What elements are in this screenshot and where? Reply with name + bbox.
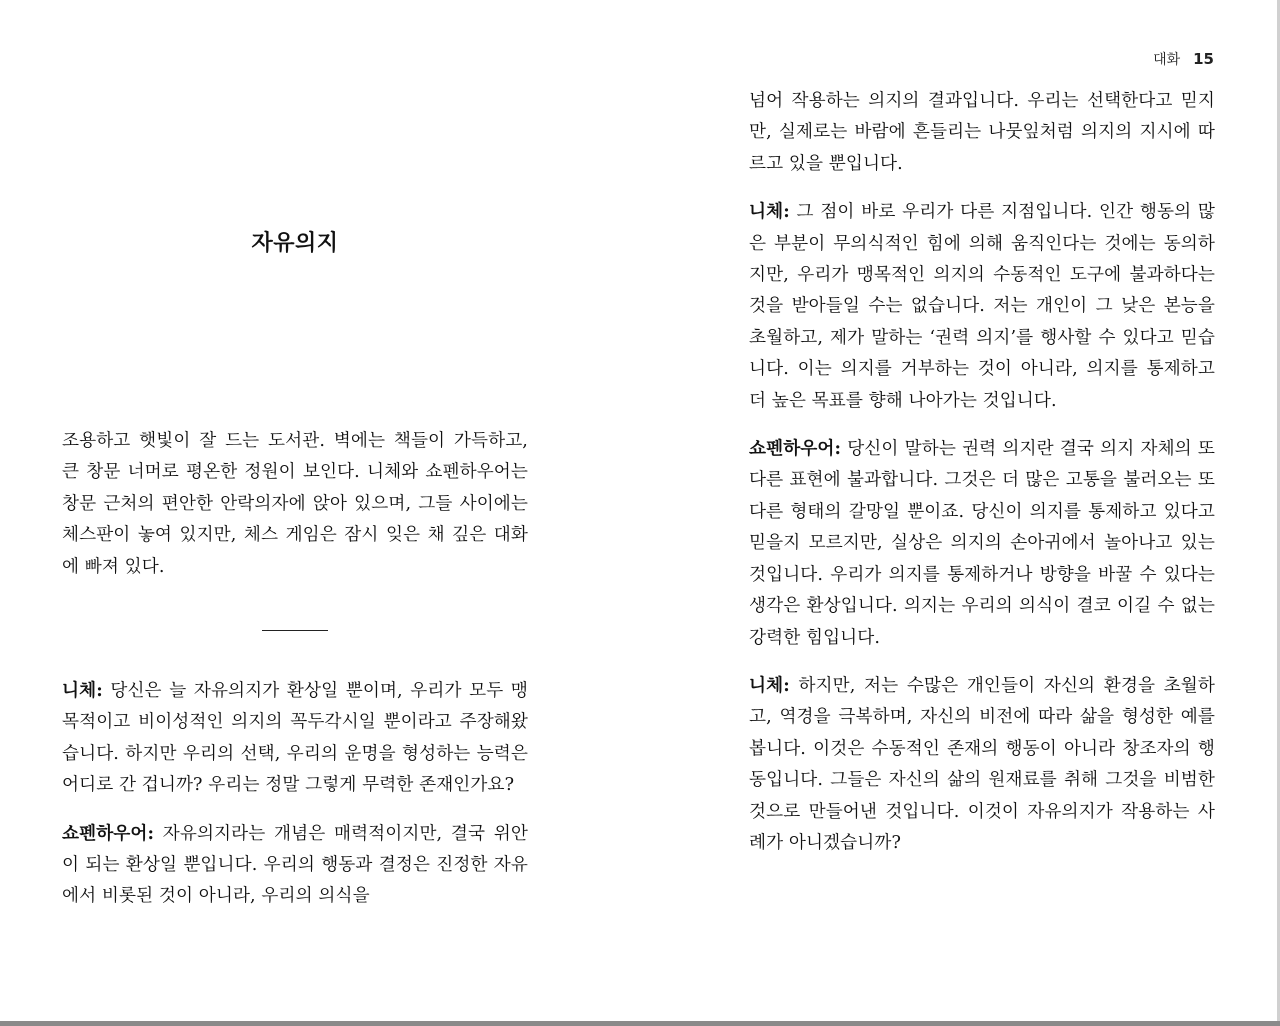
continuation-paragraph: 넘어 작용하는 의지의 결과입니다. 우리는 선택한다고 믿지만, 실제로는 바람에 흔들리는 나뭇잎처럼 의지의 지시에 따르고 있을 뿐입니다. (749, 91, 1215, 174)
page-number: 15 (1193, 50, 1214, 68)
speaker-name: 니체: (749, 674, 790, 696)
running-header (1153, 49, 1214, 69)
dialogue-paragraph (749, 670, 1215, 859)
left-dialogue (62, 675, 528, 929)
intro-paragraph: 조용하고 햇빛이 잘 드는 도서관. 벽에는 책들이 가득하고, 큰 창문 너머로 평온한 정원이 보인다. 니체와 쇼펜하우어는 창문 근처의 편안한 안락의자에 앉아 있으며, 그들 사이에는 체스판이 놓여 있지만, 체스 게임은 잠시 잊은 채 깊은 대화에 빠져 있다. (62, 431, 528, 577)
dialogue-text: 하지만, 저는 수많은 개인들이 자신의 환경을 초월하고, 역경을 극복하며, 자신의 비전에 따라 삶을 형성한 예를 봅니다. 이것은 수동적인 존재의 행동이 아니라 창조자의 행동입니다. 그들은 자신의 삶의 원재료를 취해 그것을 비범한 것으로 만들어낸 것입니다. 이것이 자유의지가 작용하는 사례가 아니겠습니까? (749, 675, 1215, 853)
speaker-name: 니체: (749, 201, 790, 223)
dialogue-text: 당신이 말하는 권력 의지란 결국 의지 자체의 또 다른 표현에 불과합니다. 그것은 더 많은 고통을 불러오는 또 다른 형태의 갈망일 뿐이죠. 당신이 의지를 통제하고 있다고 믿을지 모르지만, 실상은 의지의 손아귀에서 놀아나고 있는 것입니다. 우리가 의지를 통제하거나 방향을 바꿀 수 있다는 생각은 환상입니다. 의지는 우리의 의식이 결코 이길 수 없는 강력한 힘입니다. (749, 439, 1215, 648)
dialogue-paragraph (749, 433, 1215, 654)
dialogue-paragraph (62, 818, 528, 913)
speaker-name: 쇼펜하우어: (62, 822, 155, 844)
dialogue-paragraph (62, 675, 528, 802)
dialogue-paragraph (749, 196, 1215, 417)
page-edge-bottom (0, 1021, 1280, 1026)
chapter-title: 자유의지 (251, 231, 339, 256)
dialogue-text: 자유의지라는 개념은 매력적이지만, 결국 위안이 되는 환상일 뿐입니다. 우리의 행동과 결정은 진정한 자유에서 비롯된 것이 아니라, 우리의 의식을 (62, 823, 528, 907)
section-title: 대화 (1153, 52, 1181, 68)
speaker-name: 쇼펜하우어: (749, 438, 842, 460)
dialogue-text: 그 점이 바로 우리가 다른 지점입니다. 인간 행동의 많은 부분이 무의식적인 힘에 의해 움직인다는 것에는 동의하지만, 우리가 맹목적인 의지의 수동적인 도구에 불과하다는 것을 받아들일 수는 없습니다. 저는 개인이 그 낮은 본능을 초월하고, 제가 말하는 ‘권력 의지’를 행사할 수 있다고 믿습니다. 이는 의지를 거부하는 것이 아니라, 의지를 통제하고 더 높은 목표를 향해 나아가는 것입니다. (749, 202, 1215, 411)
speaker-name: 니체: (62, 680, 103, 701)
right-page-text (749, 86, 1215, 875)
scene-description (62, 426, 528, 599)
section-divider (262, 630, 328, 631)
dialogue-text: 당신은 늘 자유의지가 환상일 뿐이며, 우리가 모두 맹목적이고 비이성적인 의지의 꼭두각시일 뿐이라고 주장해왔습니다. 하지만 우리의 선택, 우리의 운명을 형성하는 능력은 어디로 간 겁니까? 우리는 정말 그렇게 무력한 존재인가요? (62, 681, 528, 796)
